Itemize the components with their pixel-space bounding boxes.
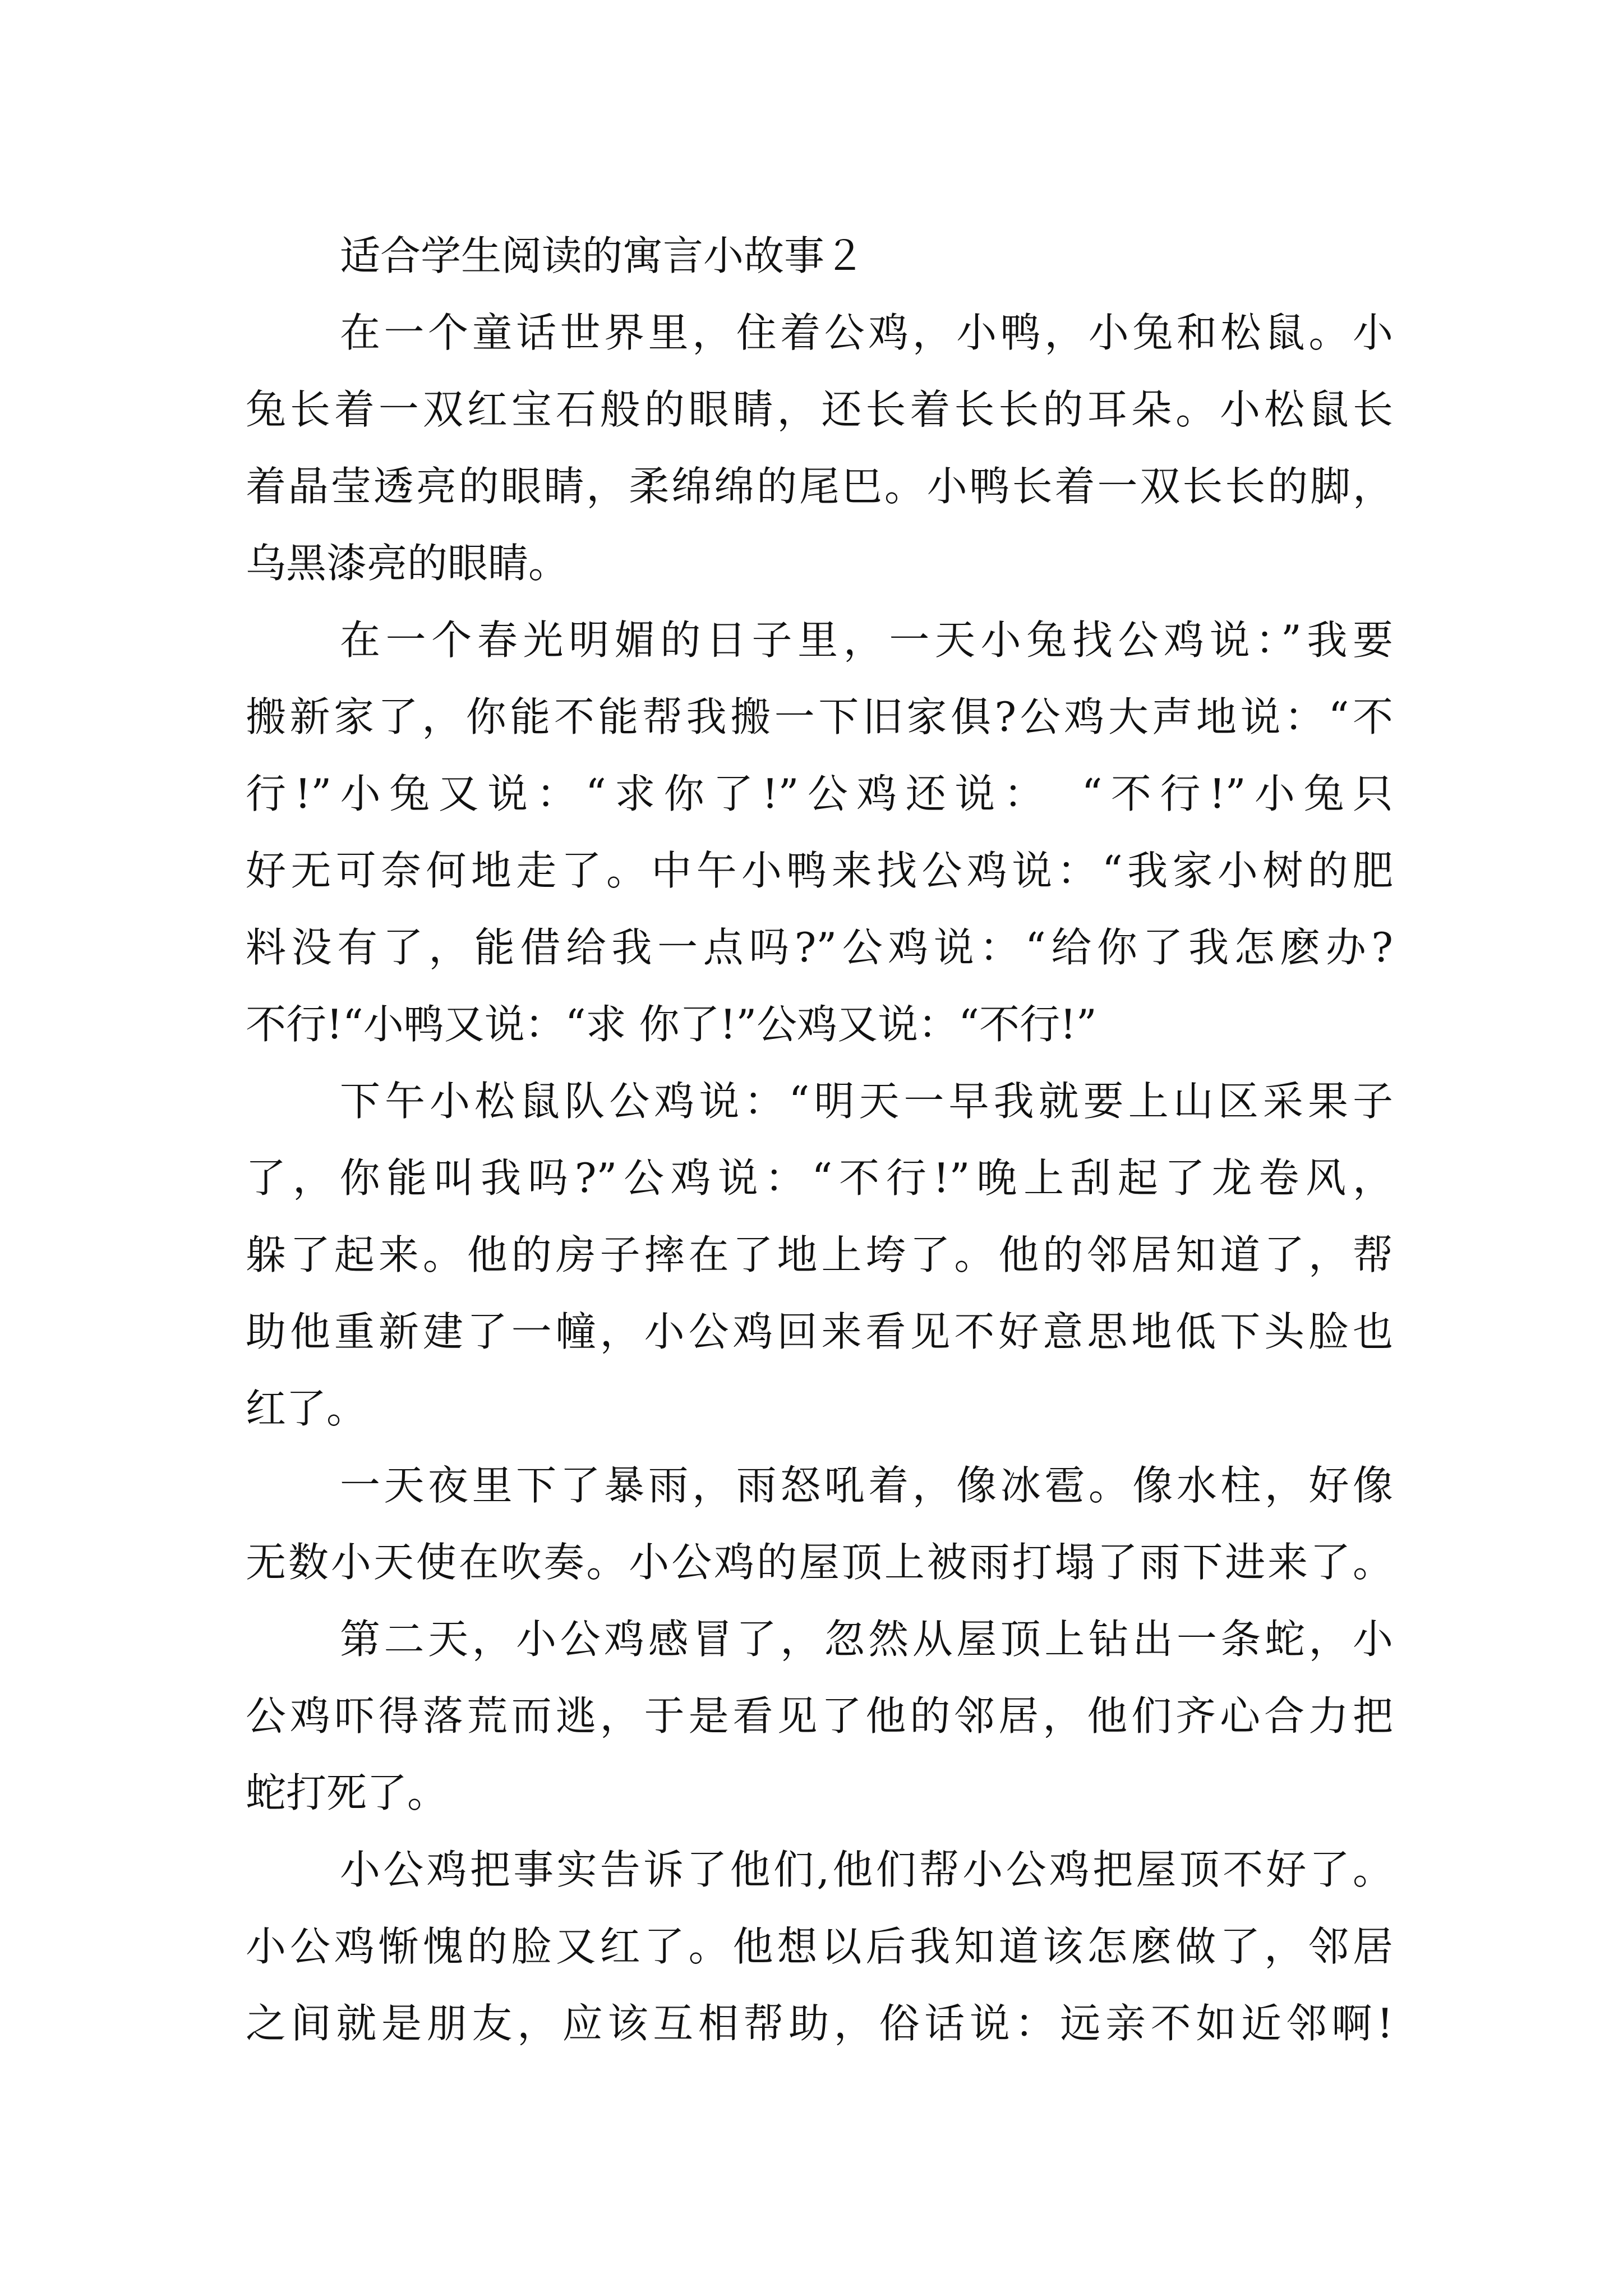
paragraph-line: 在一个春光明媚的日子里，一天小兔找公鸡说：”我要	[340, 616, 1393, 664]
paragraph-line: 红了。	[246, 1385, 367, 1432]
paragraph-line: 料没有了，能借给我一点吗?”公鸡说：“给你了我怎麽办?	[246, 924, 1393, 971]
paragraph-line: 小公鸡惭愧的脸又红了。他想以后我知道该怎麽做了，邻居	[246, 1923, 1393, 1970]
paragraph-line: 搬新家了，你能不能帮我搬一下旧家俱?公鸡大声地说：“不	[246, 693, 1393, 740]
paragraph-line: 在一个童话世界里，住着公鸡，小鸭，小兔和松鼠。小	[340, 309, 1393, 356]
paragraph-line: 无数小天使在吹奏。小公鸡的屋顶上被雨打塌了雨下进来了。	[246, 1539, 1393, 1586]
paragraph-2	[246, 602, 1393, 1063]
paragraph-line: 躲了起来。他的房子摔在了地上垮了。他的邻居知道了，帮	[246, 1231, 1393, 1278]
paragraph-line: 一天夜里下了暴雨，雨怒吼着，像冰雹。像水柱，好像	[340, 1462, 1393, 1509]
paragraph-4	[246, 1447, 1393, 1601]
paragraph-line: 下午小松鼠队公鸡说：“明天一早我就要上山区采果子	[340, 1078, 1393, 1125]
paragraph-line: 蛇打死了。	[246, 1769, 448, 1816]
paragraph-line: 乌黑漆亮的眼睛。	[246, 540, 569, 587]
paragraph-5	[246, 1601, 1393, 1832]
paragraph-line: 好无可奈何地走了。中午小鸭来找公鸡说：“我家小树的肥	[246, 847, 1393, 894]
paragraph-line: 不行!“小鸭又说：“求 你了!”公鸡又说：“不行!”	[246, 1001, 1097, 1048]
paragraph-line: 兔长着一双红宝石般的眼睛，还长着长长的耳朵。小松鼠长	[246, 386, 1393, 433]
paragraph-line: 着晶莹透亮的眼睛，柔绵绵的尾巴。小鸭长着一双长长的脚，	[246, 463, 1393, 510]
paragraph-line: 小公鸡把事实告诉了他们,他们帮小公鸡把屋顶不好了。	[340, 1846, 1393, 1893]
paragraph-line: 行!”小兔又说：“求你了!”公鸡还说： “不行!”小兔只	[246, 770, 1393, 817]
paragraph-line: 了，你能叫我吗?”公鸡说：“不行!”晚上刮起了龙卷风，	[246, 1154, 1393, 1202]
paragraph-line: 第二天，小公鸡感冒了，忽然从屋顶上钻出一条蛇，小	[340, 1616, 1393, 1663]
paragraph-line: 公鸡吓得落荒而逃，于是看见了他的邻居，他们齐心合力把	[246, 1692, 1393, 1740]
paragraph-1	[246, 295, 1393, 602]
document-page	[246, 218, 1393, 2062]
paragraph-line: 助他重新建了一幢，小公鸡回来看见不好意思地低下头脸也	[246, 1308, 1393, 1355]
paragraph-3	[246, 1063, 1393, 1447]
paragraph-6	[246, 1832, 1393, 2062]
paragraph-line: 之间就是朋友，应该互相帮助，俗话说：远亲不如近邻啊!	[246, 2000, 1393, 2047]
document-title: 适合学生阅读的寓言小故事２	[340, 232, 865, 279]
